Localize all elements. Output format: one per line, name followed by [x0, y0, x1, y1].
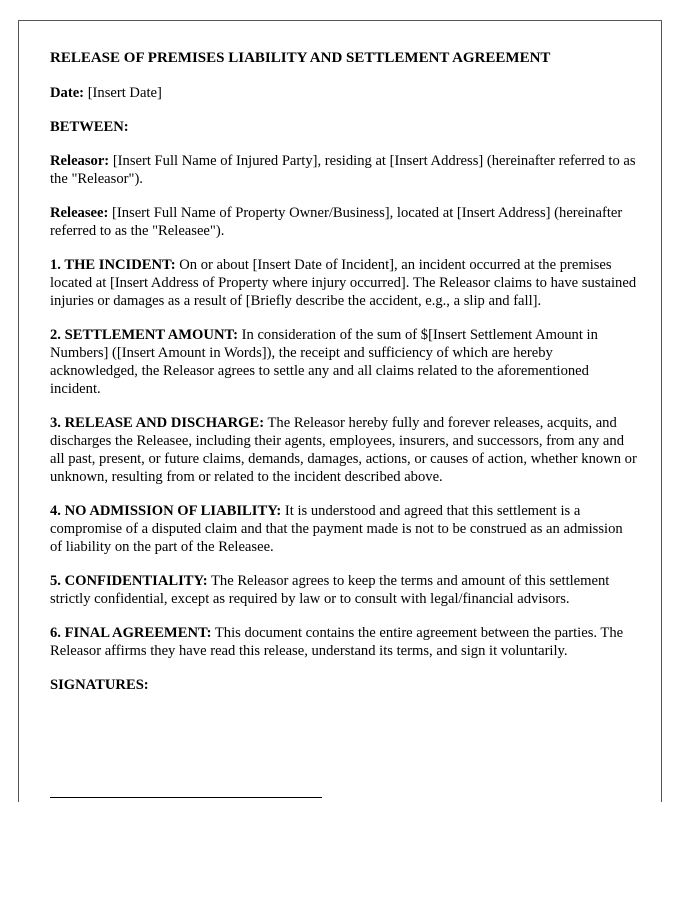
document-body [50, 49, 638, 694]
section-text: On or about [Insert Date of Incident], an incident occurred at the premises located at [Insert Address of Property where injury occurred]. The Releasor claims to have sustained injuries or damages as a result of [Briefly describe the accident, e.g., a slip and fall]. [50, 257, 637, 309]
section-heading: 3. RELEASE AND DISCHARGE: [50, 415, 265, 431]
section-heading: 4. NO ADMISSION OF LIABILITY: [50, 503, 282, 519]
document-page [18, 20, 662, 802]
section-text: The Releasor hereby fully and forever releases, acquits, and discharges the Releasee, including their agents, employees, insurers, and successors, from any and all past, present, or future claims, demands, damages, actions, or causes of action, whether known or unknown, resulting from or related to the incident described above. [50, 415, 637, 485]
section-text: The Releasor agrees to keep the terms and amount of this settlement strictly confidential, except as required by law or to consult with legal/financial advisors. [50, 573, 610, 607]
section-confidentiality [50, 572, 638, 608]
section-release-and-discharge [50, 414, 638, 486]
section-heading: 6. FINAL AGREEMENT: [50, 625, 212, 641]
section-heading: 1. THE INCIDENT: [50, 257, 176, 273]
signature-line [50, 797, 322, 798]
releasor-text: [Insert Full Name of Injured Party], residing at [Insert Address] (hereinafter referred to as the "Releasor"). [50, 153, 636, 187]
section-text: In consideration of the sum of $[Insert Settlement Amount in Numbers] ([Insert Amount in Words]), the receipt and sufficiency of which are hereby acknowledged, the Releasor agrees to settle any and all claims related to the aforementioned incident. [50, 327, 598, 397]
document-title: RELEASE OF PREMISES LIABILITY AND SETTLEMENT AGREEMENT [50, 50, 551, 66]
releasee-paragraph [50, 204, 638, 240]
date-value: [Insert Date] [84, 85, 162, 101]
section-text: This document contains the entire agreement between the parties. The Releasor affirms they have read this release, understand its terms, and sign it voluntarily. [50, 625, 624, 659]
section-heading: 2. SETTLEMENT AMOUNT: [50, 327, 238, 343]
releasor-label: Releasor: [50, 153, 110, 169]
releasee-label: Releasee: [50, 205, 109, 221]
signatures-heading: SIGNATURES: [50, 677, 149, 693]
section-heading: 5. CONFIDENTIALITY: [50, 573, 208, 589]
releasee-text: [Insert Full Name of Property Owner/Business], located at [Insert Address] (hereinafter referred to as the "Releasee"). [50, 205, 623, 239]
section-no-admission-of-liability [50, 502, 638, 556]
between-heading: BETWEEN: [50, 119, 129, 135]
section-incident [50, 256, 638, 310]
section-settlement-amount [50, 326, 638, 398]
releasor-paragraph [50, 152, 638, 188]
date-label: Date: [50, 85, 85, 101]
section-text: It is understood and agreed that this settlement is a compromise of a disputed claim and that the payment made is not to be construed as an admission of liability on the part of the Releasee. [50, 503, 623, 555]
date-line [50, 84, 638, 102]
section-final-agreement [50, 624, 638, 660]
